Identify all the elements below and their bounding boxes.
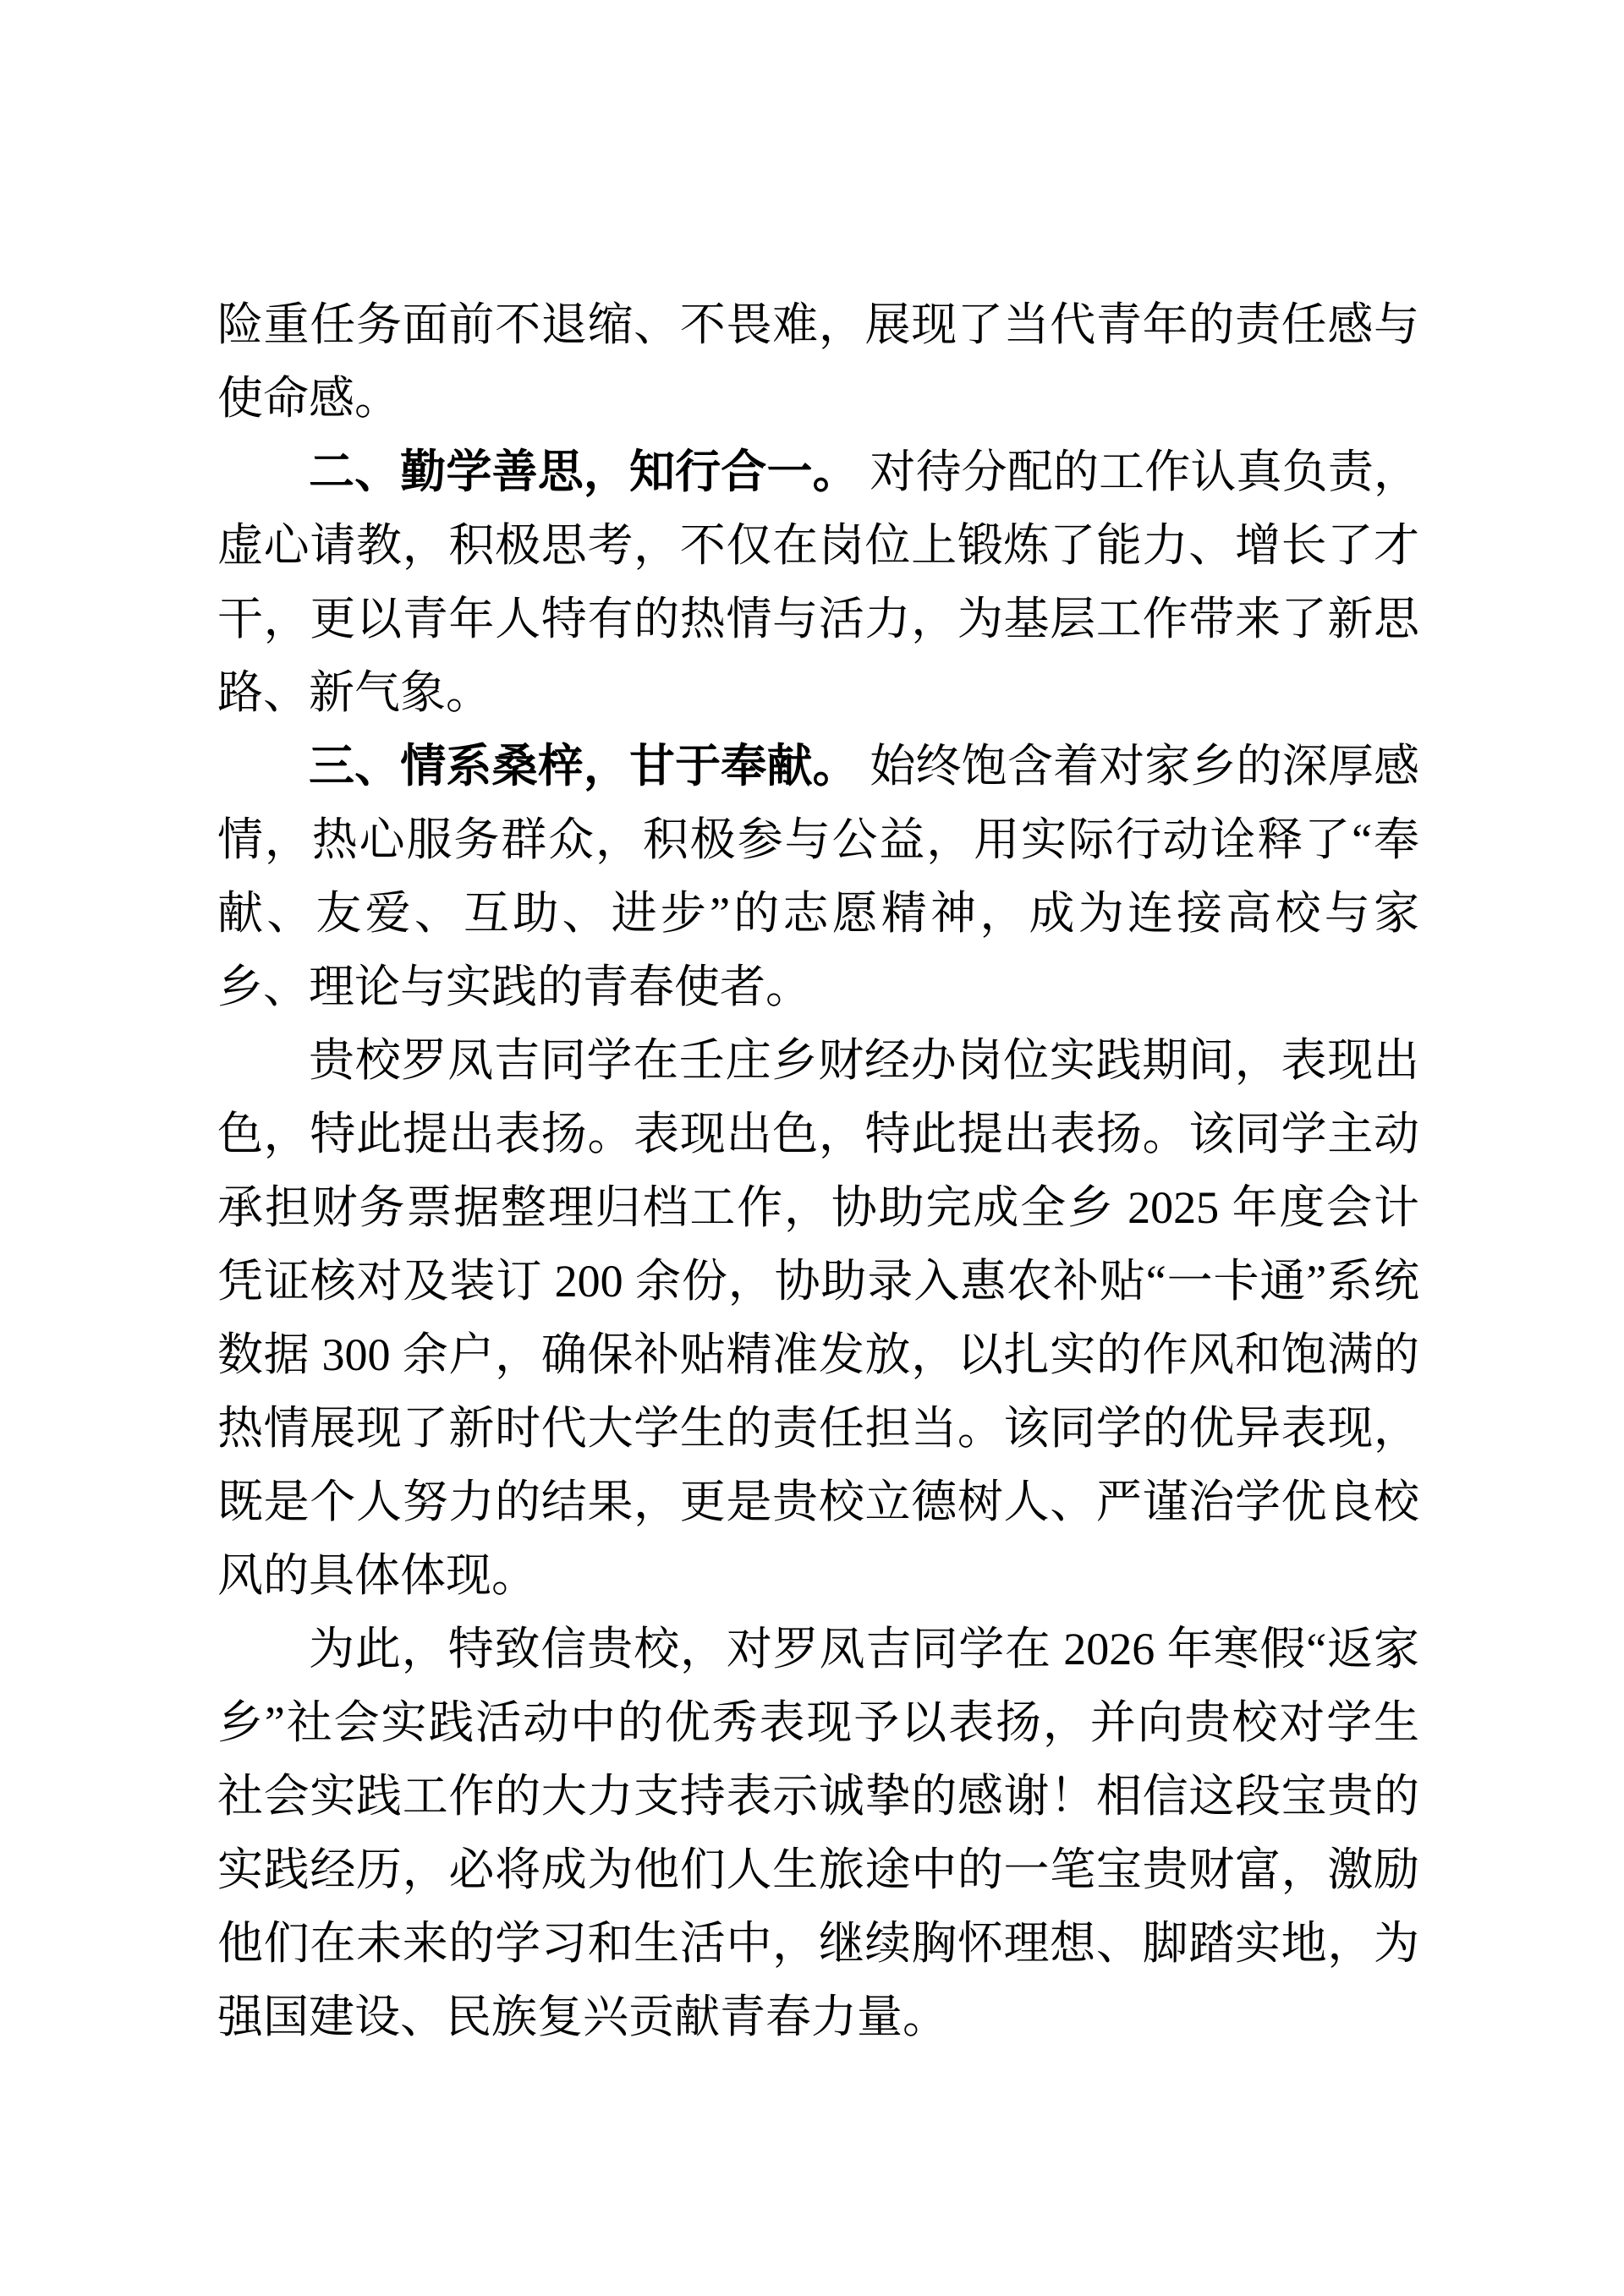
body-text-run: 险重任务面前不退缩、不畏难，展现了当代青年的责任感与使命感。: [217, 299, 1419, 424]
closing-paragraph: [217, 1613, 1419, 2054]
section-3-body-run: 始终饱含着对家乡的深厚感情，热心服务群众，积极参与公益，用实际行动诠释了“奉献、友爱、互助、进步”的志愿精神，成为连接高校与家乡、理论与实践的青春使者。: [217, 741, 1419, 1012]
letter-body: [217, 288, 1419, 2054]
section-2-body-run: 对待分配的工作认真负责，虚心请教，积极思考，不仅在岗位上锻炼了能力、增长了才干，更以青年人特有的热情与活力，为基层工作带来了新思路、新气象。: [217, 447, 1419, 718]
section-2-heading-run: 二、勤学善思，知行合一。: [309, 447, 859, 497]
section-2-paragraph: [217, 436, 1419, 730]
paragraph-continuation: [217, 288, 1419, 436]
section-3-paragraph: [217, 730, 1419, 1024]
closing-run: 为此，特致信贵校，对罗凤吉同学在 2026 年寒假“返家乡”社会实践活动中的优秀表现予以表扬，并向贵校对学生社会实践工作的大力支持表示诚挚的感谢！相信这段宝贵的实践经历，必将成为他们人生旅途中的一笔宝贵财富，激励他们在未来的学习和生活中，继续胸怀理想、脚踏实地，为强国建设、民族复兴贡献青春力量。: [217, 1624, 1419, 2042]
section-3-heading-run: 三、情系桑梓，甘于奉献。: [309, 741, 859, 792]
student-performance-paragraph: [217, 1024, 1419, 1613]
student-performance-run: 贵校罗凤吉同学在壬庄乡财经办岗位实践期间，表现出色，特此提出表扬。表现出色，特此提出表扬。该同学主动承担财务票据整理归档工作，协助完成全乡 2025 年度会计凭证核对及装订 200 余份，协助录入惠农补贴“一卡通”系统数据 300 余户，确保补贴精准发放，以扎实的作风和饱满的热情展现了新时代大学生的责任担当。该同学的优异表现，既是个人努力的结果，更是贵校立德树人、严谨治学优良校风的具体体现。: [217, 1035, 1419, 1601]
